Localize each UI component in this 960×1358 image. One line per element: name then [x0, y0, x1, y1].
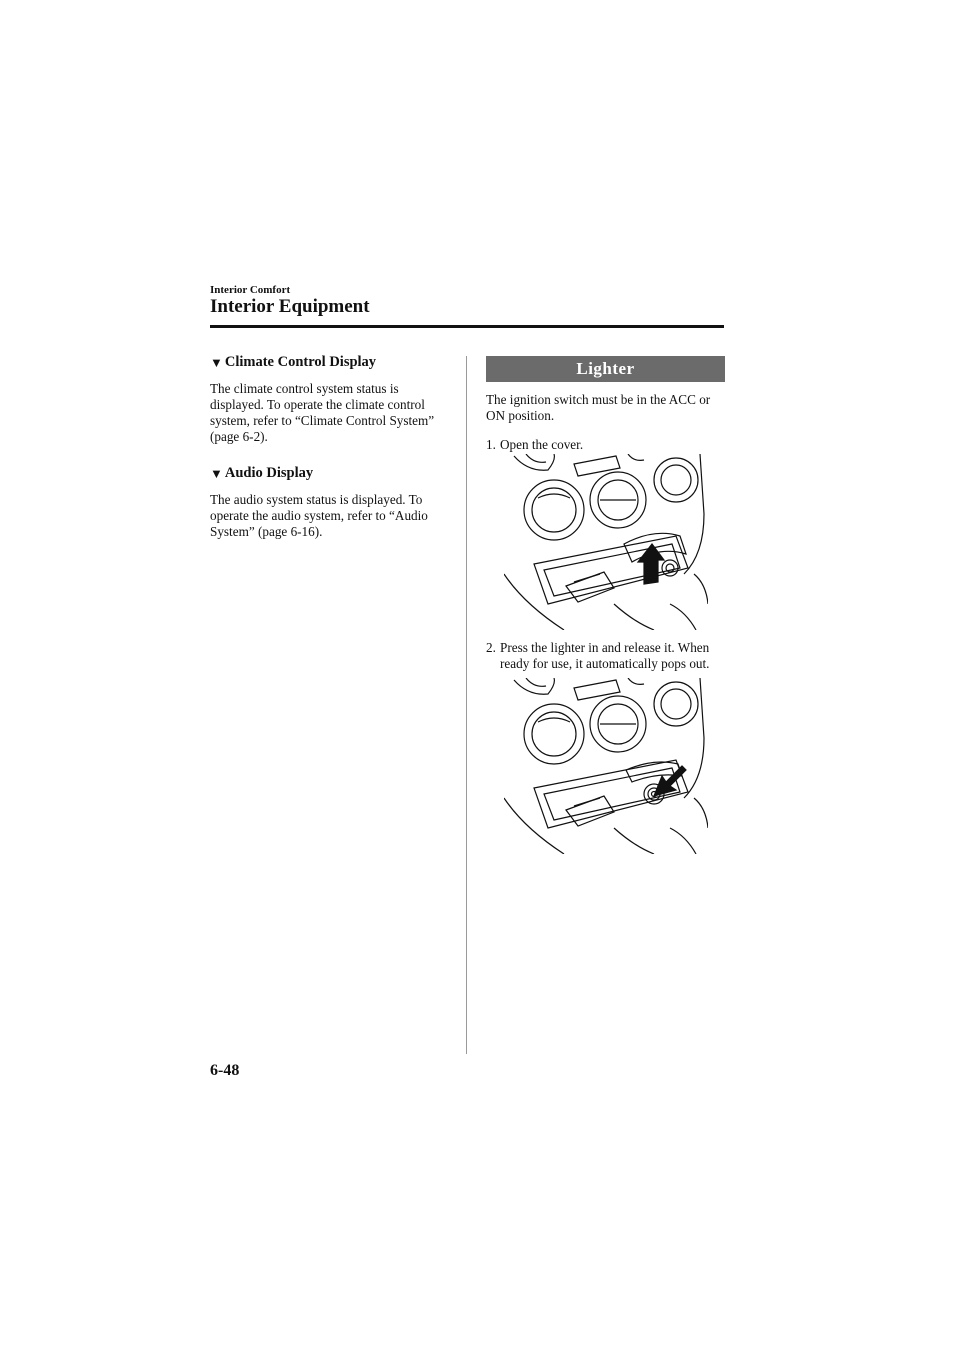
climate-display-heading — [210, 354, 450, 371]
audio-display-heading — [210, 465, 450, 482]
step-2-number: 2. — [486, 640, 496, 655]
step-2-text: Press the lighter in and release it. When ready for use, it automatically pops out. — [500, 640, 710, 671]
column-divider — [466, 356, 467, 1054]
illustration-press-lighter — [504, 678, 708, 854]
header-section-label: Interior Comfort — [210, 284, 291, 296]
triangle-down-icon: ▼ — [210, 354, 223, 370]
header-rule — [210, 325, 724, 328]
climate-display-body: The climate control system status is displayed. To operate the climate control system, refer to “Climate Control System” (page 6-2). — [210, 381, 435, 444]
illustration-open-cover — [504, 454, 708, 630]
page-number: 6-48 — [210, 1062, 240, 1079]
step-1-number: 1. — [486, 437, 496, 452]
step-1-text: Open the cover. — [500, 437, 584, 452]
page-title: Interior Equipment — [210, 296, 370, 317]
triangle-down-icon: ▼ — [210, 465, 223, 481]
lighter-section-banner: Lighter — [486, 356, 725, 382]
left-column — [210, 354, 450, 540]
step-1 — [486, 437, 726, 453]
audio-display-body: The audio system status is displayed. To operate the audio system, refer to “Audio System” (page 6-16). — [210, 492, 428, 539]
climate-display-heading-text: Climate Control Display — [224, 354, 377, 370]
step-2 — [486, 640, 726, 672]
right-column — [486, 356, 726, 453]
lighter-intro: The ignition switch must be in the ACC or ON position. — [486, 392, 711, 423]
audio-display-heading-text: Audio Display — [224, 465, 314, 481]
